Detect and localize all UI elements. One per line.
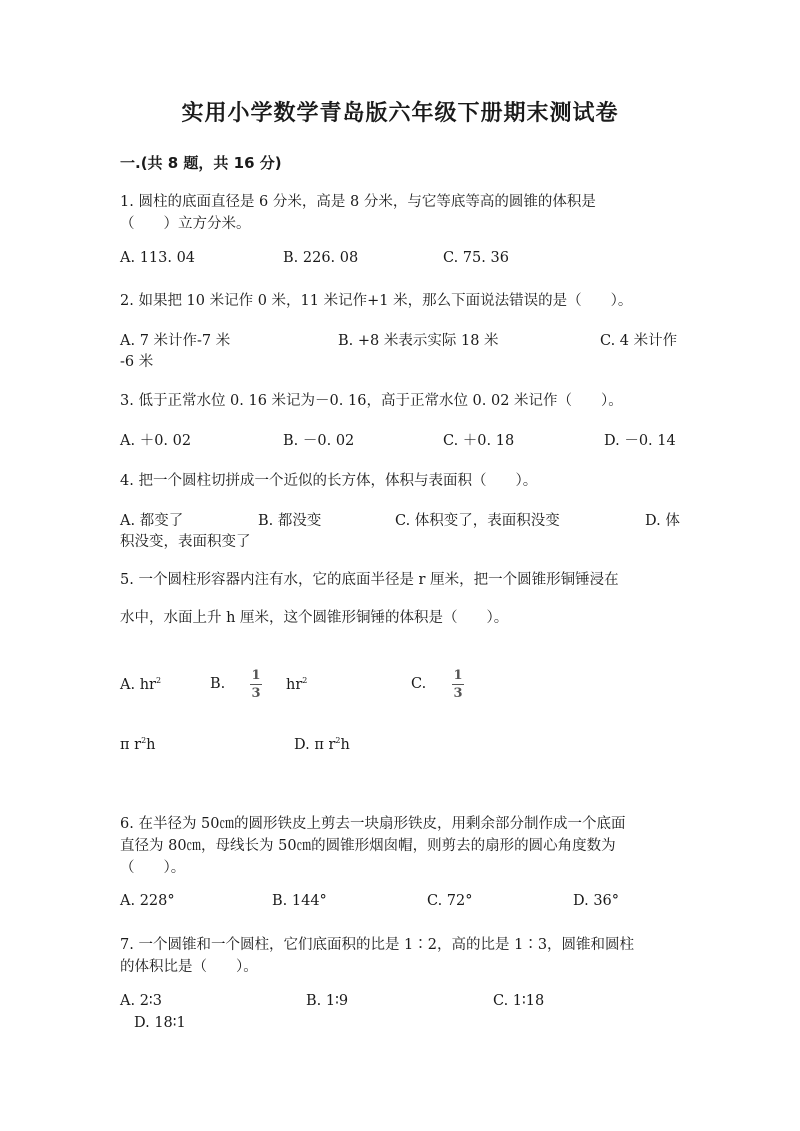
question-2-option-b[interactable]: B. +8 米表示实际 18 米: [338, 333, 499, 349]
page-title: 实用小学数学青岛版六年级下册期末测试卷: [181, 101, 619, 126]
question-6-text-line-2: 直径为 80㎝，母线长为 50㎝的圆锥形烟囱帽，则剪去的扇形的圆心角度数为: [120, 838, 616, 854]
question-7-option-d[interactable]: D. 18∶1: [134, 1015, 186, 1031]
question-5-option-c-fraction: 1 3: [453, 668, 463, 701]
question-6-text-line-1: 6. 在半径为 50㎝的圆形铁皮上剪去一块扇形铁皮，用剩余部分制作成一个底面: [120, 816, 626, 832]
question-5-option-b-fraction: 1 3: [251, 668, 261, 701]
question-5-option-c-expression: π $r^2h$: [120, 736, 156, 753]
question-2-option-a[interactable]: A. 7 米计作-7 米: [120, 333, 231, 349]
question-5-text-line-1: 5. 一个圆柱形容器内注有水，它的底面半径是 r 厘米，把一个圆锥形铜锤浸在: [120, 572, 619, 588]
question-2-option-c[interactable]: C. 4 米计作: [600, 333, 678, 349]
question-2-option-c-continued: -6 米: [120, 354, 154, 370]
question-3-text-line-1: 3. 低于正常水位 0. 16 米记为－0. 16，高于正常水位 0. 02 米记作（ ）。: [120, 393, 623, 409]
question-6-option-d[interactable]: D. 36°: [573, 893, 620, 909]
question-4-option-b[interactable]: B. 都没变: [258, 513, 322, 529]
question-4-option-d[interactable]: D. 体: [645, 513, 680, 529]
question-7-option-b[interactable]: B. 1∶9: [306, 993, 349, 1009]
question-3-option-d[interactable]: D. －0. 14: [604, 433, 676, 449]
question-5-option-a[interactable]: A. $hr^2$: [120, 676, 162, 693]
question-3-option-a[interactable]: A. ＋0. 02: [120, 433, 192, 449]
question-7-option-c[interactable]: C. 1∶18: [493, 993, 545, 1009]
question-2-text-line-1: 2. 如果把 10 米记作 0 米，11 米记作+1 米，那么下面说法错误的是（ ）。: [120, 293, 633, 309]
question-5-text-line-2: 水中，水面上升 h 厘米，这个圆锥形铜锤的体积是（ ）。: [120, 610, 509, 626]
question-4-option-d-continued: 积没变，表面积变了: [120, 534, 251, 550]
question-7-text-line-1: 7. 一个圆锥和一个圆柱，它们底面积的比是 1∶2，高的比是 1∶3，圆锥和圆柱: [120, 937, 635, 953]
question-5-option-d[interactable]: D. π $r^2h$: [294, 736, 350, 753]
question-1-option-a[interactable]: A. 113. 04: [120, 250, 196, 266]
question-4-option-a[interactable]: A. 都变了: [120, 513, 184, 529]
question-4-option-c[interactable]: C. 体积变了，表面积没变: [395, 513, 560, 529]
question-5-option-b-expression: $hr^2$: [286, 676, 308, 693]
question-1-text-line-2: （ ）立方分米。: [120, 216, 251, 232]
question-3-option-c[interactable]: C. ＋0. 18: [443, 433, 515, 449]
question-1-option-b[interactable]: B. 226. 08: [283, 250, 359, 266]
question-6-text-line-3: （ ）。: [120, 860, 186, 876]
question-3-option-b[interactable]: B. －0. 02: [283, 433, 355, 449]
question-6-option-c[interactable]: C. 72°: [427, 893, 473, 909]
question-1-text-line-1: 1. 圆柱的底面直径是 6 分米，高是 8 分米，与它等底等高的圆锥的体积是: [120, 194, 596, 210]
question-5-option-c-label[interactable]: C.: [411, 676, 427, 692]
question-5-option-b-label[interactable]: B.: [210, 676, 226, 692]
question-7-option-a[interactable]: A. 2∶3: [120, 993, 162, 1009]
question-6-option-a[interactable]: A. 228°: [120, 893, 175, 909]
question-4-text-line-1: 4. 把一个圆柱切拼成一个近似的长方体，体积与表面积（ ）。: [120, 473, 538, 489]
question-1-option-c[interactable]: C. 75. 36: [443, 250, 509, 266]
section-heading: 一.(共 8 题，共 16 分): [120, 154, 282, 172]
question-6-option-b[interactable]: B. 144°: [272, 893, 327, 909]
question-7-text-line-2: 的体积比是（ ）。: [120, 959, 258, 975]
